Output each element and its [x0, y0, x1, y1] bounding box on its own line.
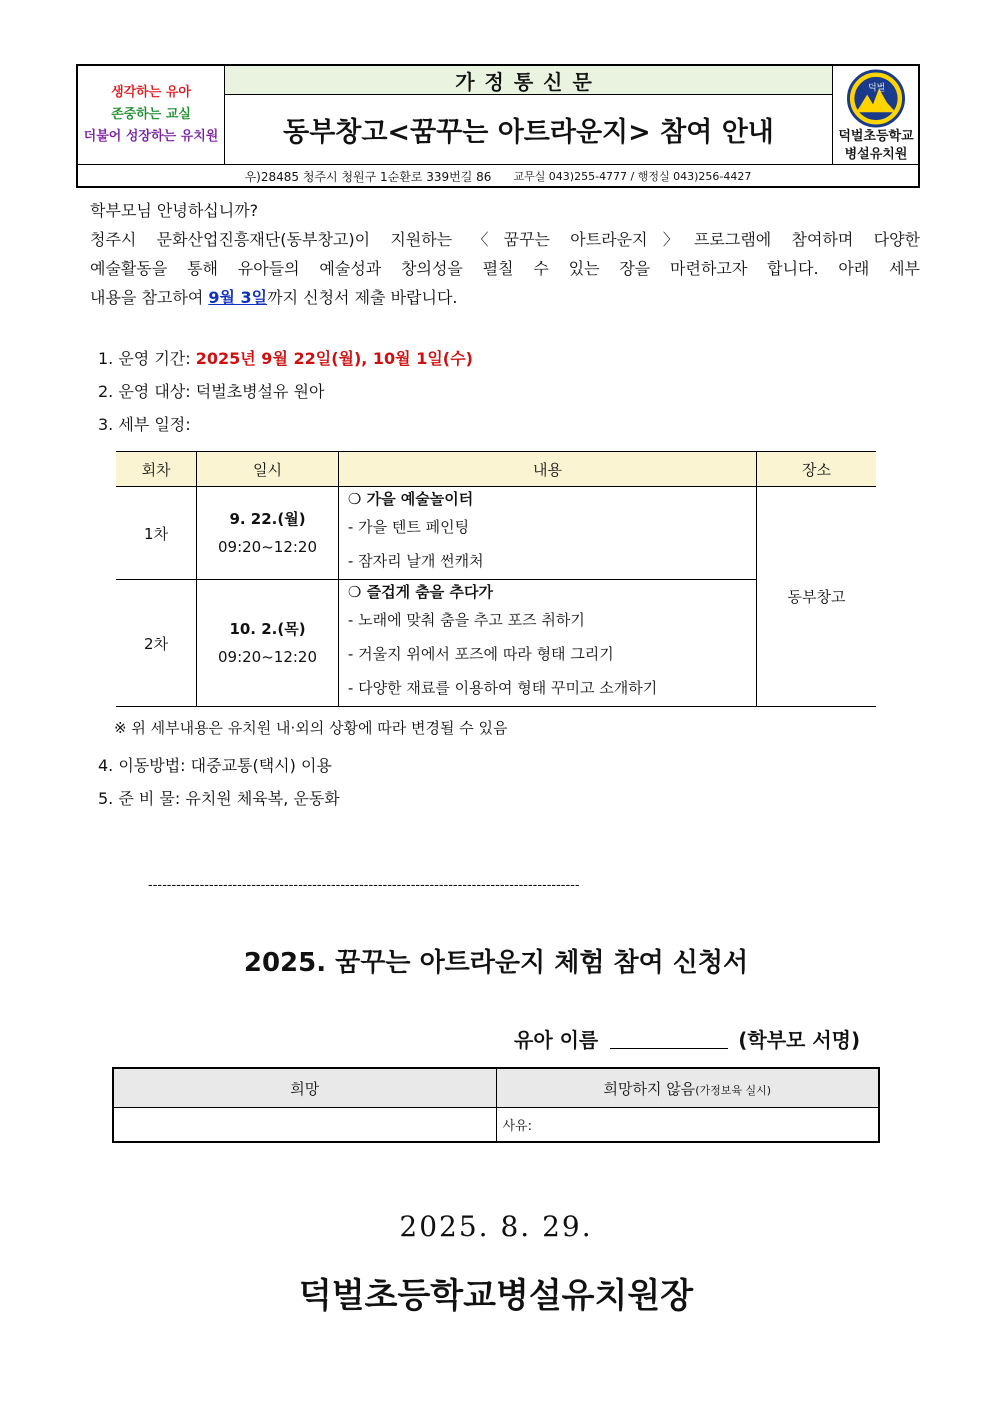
yes-cell[interactable]: [113, 1108, 496, 1142]
schedule-note: ※ 위 세부내용은 유치원 내·외의 상황에 따라 변경될 수 있음: [114, 719, 508, 737]
content-cell: [338, 487, 756, 580]
content-detail: - 잠자리 날개 썬캐처: [347, 552, 484, 570]
child-name-label: 유아 이름: [514, 1028, 599, 1052]
header-box: [76, 64, 920, 188]
item-period-label: 1. 운영 기간:: [98, 349, 196, 368]
school-name: 덕벌초등학교: [838, 129, 914, 144]
motto-line-3: 더불어 성장하는 유치원: [83, 129, 219, 144]
content-detail: - 거울지 위에서 포즈에 따라 형태 그리기: [347, 645, 614, 663]
item-period-value: 2025년 9월 22일(월), 10월 1일(수): [195, 349, 473, 368]
th-place: 장소: [757, 452, 876, 487]
intro-line-3: [90, 283, 458, 312]
content-cell: [338, 580, 756, 707]
col-no-label: 희망하지 않음: [603, 1079, 696, 1098]
item-supplies: 5. 준 비 물: 유치원 체육복, 운동화: [98, 789, 340, 808]
child-name-field[interactable]: [610, 1028, 728, 1049]
motto-line-2: 존중하는 교실: [111, 107, 191, 122]
th-date: 일시: [197, 452, 339, 487]
signer: 덕벌초등학교병설유치원장: [298, 1276, 694, 1316]
reason-label: 사유:: [502, 1118, 532, 1134]
logo-text: 덕벌: [868, 83, 886, 94]
content-detail: - 가을 텐트 페인팅: [347, 518, 470, 536]
intro-line-1: 청주시 문화산업진흥재단(동부창고)이 지원하는 〈꿈꾸는 아트라운지〉프로그램에 참여하며 다양한: [90, 230, 920, 249]
col-yes: 희망: [113, 1068, 496, 1108]
parent-sign-label: (학부모 서명): [738, 1028, 861, 1052]
application-table: [112, 1067, 880, 1143]
date: 9. 22.(월): [229, 510, 306, 528]
date: 10. 2.(목): [229, 620, 306, 638]
page-title: 동부창고<꿈꾸는 아트라운지> 참여 안내: [283, 117, 774, 148]
deadline: 9월 3일: [208, 288, 268, 307]
intro-line-3-pre: 내용을 참고하여: [90, 288, 209, 307]
name-sign-row: [514, 1024, 860, 1053]
content-detail: - 노래에 맞춰 춤을 추고 포즈 취하기: [347, 611, 585, 629]
issue-date: 2025. 8. 29.: [399, 1210, 593, 1243]
motto-line-1: 생각하는 유아: [111, 85, 191, 100]
time: 09:20~12:20: [218, 648, 318, 666]
item-target: 2. 운영 대상: 덕벌초병설유 원아: [98, 382, 325, 401]
place-cell: 동부창고: [757, 487, 876, 707]
contacts: 교무실 043)255-4777 / 행정실 043)256-4427: [513, 170, 752, 183]
schedule-table: [116, 451, 876, 707]
cut-line: --------------------------------------------------------------------------------------------: [148, 878, 580, 893]
th-round: 회차: [116, 452, 197, 487]
address-bar: [78, 164, 918, 187]
content-title: ❍ 가을 예술놀이터: [347, 490, 474, 508]
col-no-note: (가정보육 실시): [695, 1083, 772, 1097]
motto-block: [78, 66, 225, 164]
kindergarten-name: 병설유치원: [844, 147, 908, 162]
table-row: [116, 487, 876, 580]
th-content: 내용: [338, 452, 756, 487]
greeting: 학부모님 안녕하십니까?: [90, 201, 259, 220]
content-detail: - 다양한 재료를 이용하여 형태 꾸미고 소개하기: [347, 679, 658, 697]
round-cell: 2차: [116, 580, 197, 707]
intro-line-3-post: 까지 신청서 제출 바랍니다.: [267, 288, 458, 307]
school-emblem-icon: [843, 69, 909, 128]
date-cell: [197, 487, 339, 580]
no-cell[interactable]: [496, 1108, 879, 1142]
content-title: ❍ 즐겁게 춤을 추다가: [347, 583, 493, 601]
intro-line-2: 예술활동을 통해 유아들의 예술성과 창의성을 펼칠 수 있는 장을 마련하고자 합니다. 아래 세부: [90, 259, 920, 278]
item-schedule-label: 3. 세부 일정:: [98, 415, 191, 434]
address: 우)28485 청주시 청원구 1순환로 339번길 86: [244, 169, 492, 184]
round-cell: 1차: [116, 487, 197, 580]
item-transport: 4. 이동방법: 대중교통(택시) 이용: [98, 756, 332, 775]
newsletter-label: 가정통신문: [225, 66, 832, 95]
school-logo-block: [832, 66, 919, 164]
col-no: [496, 1068, 879, 1108]
time: 09:20~12:20: [218, 538, 318, 556]
date-cell: [197, 580, 339, 707]
item-period: [98, 344, 473, 373]
form-title: 2025. 꿈꾸는 아트라운지 체험 참여 신청서: [243, 948, 749, 978]
